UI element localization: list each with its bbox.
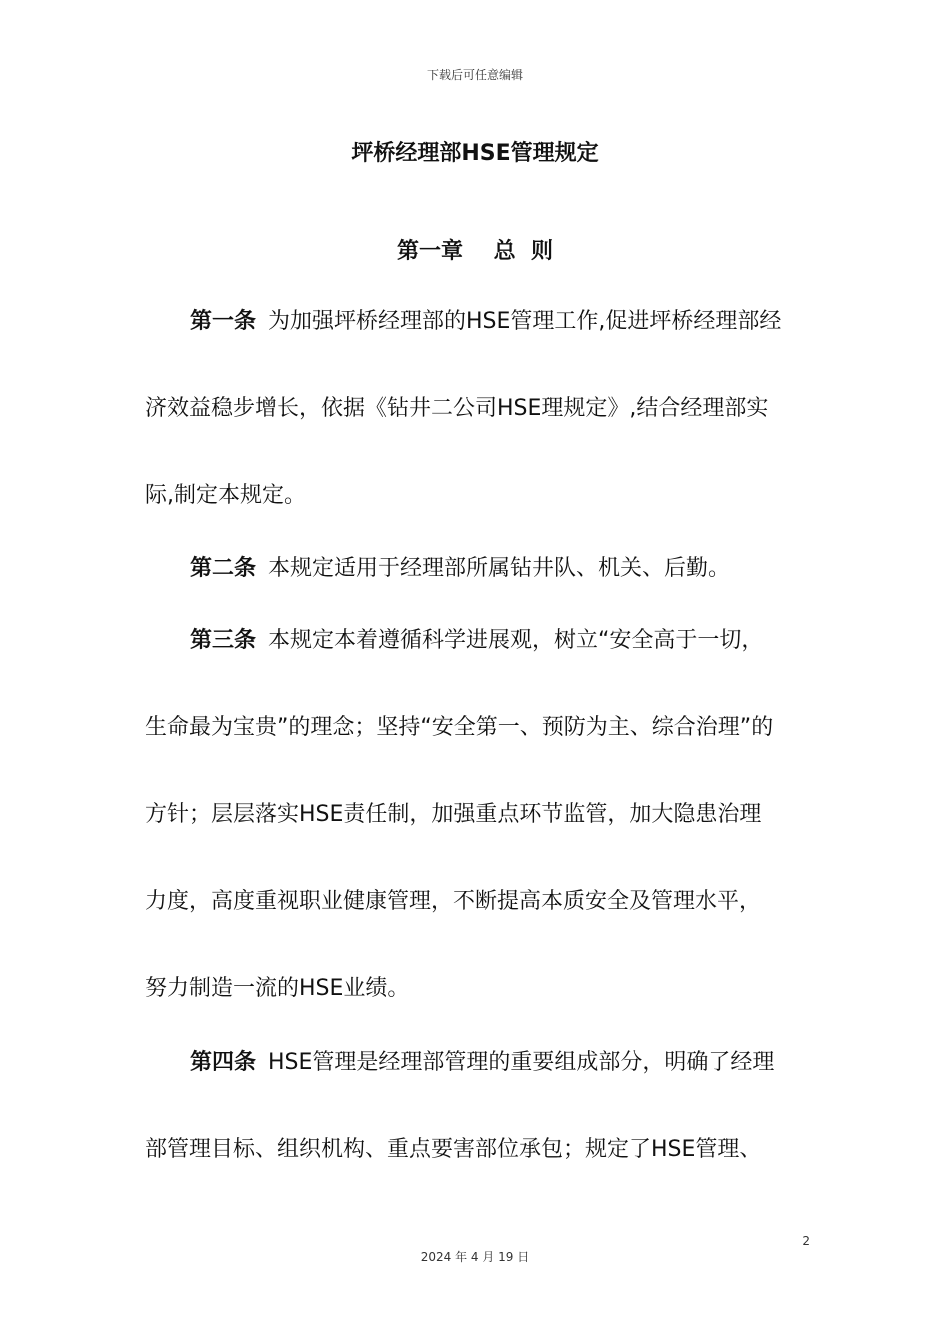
article-2-text-1: 本规定适用于经理部所属钻井队、机关、后勤。 — [268, 556, 731, 581]
article-3-line-5: 努力制造一流的HSE业绩。 — [145, 976, 410, 1001]
article-2-label: 第二条 — [190, 556, 257, 581]
article-4-label: 第四条 — [190, 1050, 257, 1075]
article-1-line-1 — [190, 307, 810, 337]
article-3-label: 第三条 — [190, 628, 257, 653]
article-3-line-1 — [190, 626, 810, 656]
article-1-line-2: 济效益稳步增长，依据《钻井二公司HSE理规定》,结合经理部实 — [145, 396, 769, 421]
article-2-line-1 — [190, 554, 810, 584]
article-4-line-1 — [190, 1048, 810, 1078]
chapter-title: 第一章 总 则 — [397, 239, 553, 264]
article-1-label: 第一条 — [190, 309, 257, 334]
article-3-line-4: 力度，高度重视职业健康管理，不断提高本质安全及管理水平， — [145, 889, 762, 914]
article-3-line-3: 方针；层层落实HSE责任制，加强重点环节监管，加大隐患治理 — [145, 802, 762, 827]
header-note: 下载后可任意编辑 — [426, 68, 523, 82]
article-1-text-1: 为加强坪桥经理部的HSE管理工作,促进坪桥经理部经 — [268, 309, 782, 334]
article-4-text-1: HSE管理是经理部管理的重要组成部分，明确了经理 — [268, 1050, 775, 1075]
page-number: 2 — [802, 1234, 810, 1248]
article-3-line-2: 生命最为宝贵”的理念；坚持“安全第一、预防为主、综合治理”的 — [145, 715, 774, 740]
article-3-text-1: 本规定本着遵循科学进展观，树立“安全高于一切， — [268, 628, 764, 653]
article-1-line-3: 际,制定本规定。 — [145, 483, 306, 508]
footer-date: 2024 年 4 月 19 日 — [420, 1250, 530, 1264]
document-title: 坪桥经理部HSE管理规定 — [351, 141, 599, 166]
article-4-line-2: 部管理目标、组织机构、重点要害部位承包；规定了HSE管理、 — [145, 1137, 762, 1162]
